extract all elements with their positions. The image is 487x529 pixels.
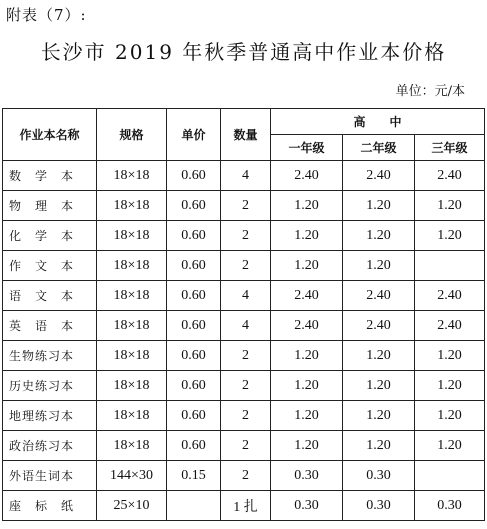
cell-price: 0.60 (167, 191, 221, 221)
cell-grade-1: 0.30 (271, 491, 343, 521)
cell-grade-1: 1.20 (271, 401, 343, 431)
cell-grade-1: 1.20 (271, 371, 343, 401)
cell-qty: 1 扎 (221, 491, 271, 521)
table-row (3, 431, 485, 461)
cell-spec: 18×18 (97, 431, 167, 461)
cell-grade-3: 1.20 (415, 221, 485, 251)
cell-qty: 2 (221, 191, 271, 221)
cell-grade-3: 1.20 (415, 341, 485, 371)
cell-price: 0.60 (167, 431, 221, 461)
unit-label: 单位：元/本 (395, 84, 465, 99)
cell-grade-1: 2.40 (271, 281, 343, 311)
cell-name: 物 理 本 (3, 191, 97, 221)
cell-qty: 4 (221, 281, 271, 311)
cell-grade-3: 2.40 (415, 161, 485, 191)
cell-grade-2: 1.20 (343, 401, 415, 431)
cell-price (167, 491, 221, 521)
cell-grade-3: 1.20 (415, 431, 485, 461)
cell-price: 0.60 (167, 251, 221, 281)
cell-price: 0.60 (167, 371, 221, 401)
cell-price: 0.60 (167, 221, 221, 251)
cell-grade-1: 1.20 (271, 191, 343, 221)
cell-spec: 18×18 (97, 401, 167, 431)
cell-price: 0.60 (167, 161, 221, 191)
cell-qty: 2 (221, 401, 271, 431)
cell-name: 英 语 本 (3, 311, 97, 341)
cell-grade-2: 0.30 (343, 461, 415, 491)
table-row (3, 281, 485, 311)
col-header-qty: 数量 (221, 109, 271, 161)
cell-grade-1: 1.20 (271, 221, 343, 251)
col-header-group: 高 中 (271, 109, 485, 135)
table-row (3, 401, 485, 431)
cell-grade-2: 2.40 (343, 161, 415, 191)
cell-grade-2: 1.20 (343, 221, 415, 251)
page-title: 长沙市 2019 年秋季普通高中作业本价格 (40, 40, 447, 64)
cell-grade-2: 1.20 (343, 251, 415, 281)
cell-spec: 18×18 (97, 341, 167, 371)
col-header-spec: 规格 (97, 109, 167, 161)
cell-grade-2: 0.30 (343, 491, 415, 521)
cell-price: 0.60 (167, 281, 221, 311)
cell-qty: 2 (221, 221, 271, 251)
cell-grade-3: 0.30 (415, 491, 485, 521)
col-header-name: 作业本名称 (3, 109, 97, 161)
cell-qty: 4 (221, 311, 271, 341)
col-header-price: 单价 (167, 109, 221, 161)
cell-qty: 4 (221, 161, 271, 191)
cell-name: 生物练习本 (3, 341, 97, 371)
cell-spec: 25×10 (97, 491, 167, 521)
cell-grade-2: 2.40 (343, 311, 415, 341)
col-header-grade-3: 三年级 (415, 135, 485, 161)
cell-name: 地理练习本 (3, 401, 97, 431)
cell-spec: 18×18 (97, 161, 167, 191)
table-row (3, 191, 485, 221)
table-row (3, 221, 485, 251)
cell-price: 0.60 (167, 311, 221, 341)
cell-price: 0.60 (167, 341, 221, 371)
cell-grade-1: 2.40 (271, 161, 343, 191)
cell-name: 外语生词本 (3, 461, 97, 491)
cell-qty: 2 (221, 251, 271, 281)
table-row (3, 251, 485, 281)
cell-grade-2: 1.20 (343, 431, 415, 461)
cell-grade-3: 1.20 (415, 371, 485, 401)
cell-qty: 2 (221, 431, 271, 461)
cell-grade-3: 2.40 (415, 311, 485, 341)
cell-grade-3: 1.20 (415, 191, 485, 221)
cell-grade-2: 1.20 (343, 371, 415, 401)
cell-name: 化 学 本 (3, 221, 97, 251)
cell-name: 语 文 本 (3, 281, 97, 311)
cell-price: 0.15 (167, 461, 221, 491)
cell-grade-2: 1.20 (343, 341, 415, 371)
cell-name: 政治练习本 (3, 431, 97, 461)
cell-grade-1: 1.20 (271, 431, 343, 461)
table-row (3, 461, 485, 491)
cell-grade-1: 2.40 (271, 311, 343, 341)
cell-grade-1: 1.20 (271, 251, 343, 281)
cell-grade-3: 1.20 (415, 401, 485, 431)
price-table (2, 108, 485, 521)
cell-spec: 18×18 (97, 251, 167, 281)
cell-spec: 144×30 (97, 461, 167, 491)
col-header-grade-1: 一年级 (271, 135, 343, 161)
table-row (3, 341, 485, 371)
table-row (3, 371, 485, 401)
cell-grade-2: 2.40 (343, 281, 415, 311)
cell-qty: 2 (221, 341, 271, 371)
cell-grade-1: 1.20 (271, 341, 343, 371)
cell-qty: 2 (221, 461, 271, 491)
cell-spec: 18×18 (97, 371, 167, 401)
cell-name: 作 文 本 (3, 251, 97, 281)
cell-qty: 2 (221, 371, 271, 401)
cell-spec: 18×18 (97, 281, 167, 311)
table-row (3, 491, 485, 521)
cell-grade-3 (415, 461, 485, 491)
cell-grade-2: 1.20 (343, 191, 415, 221)
table-row (3, 161, 485, 191)
table-row (3, 311, 485, 341)
table-body (3, 161, 485, 521)
cell-name: 历史练习本 (3, 371, 97, 401)
cell-name: 数 学 本 (3, 161, 97, 191)
cell-spec: 18×18 (97, 221, 167, 251)
cell-grade-3 (415, 251, 485, 281)
cell-grade-3: 2.40 (415, 281, 485, 311)
cell-spec: 18×18 (97, 311, 167, 341)
cell-price: 0.60 (167, 401, 221, 431)
appendix-note: 附表（7）: (6, 6, 87, 24)
cell-grade-1: 0.30 (271, 461, 343, 491)
cell-name: 座 标 纸 (3, 491, 97, 521)
cell-spec: 18×18 (97, 191, 167, 221)
col-header-grade-2: 二年级 (343, 135, 415, 161)
